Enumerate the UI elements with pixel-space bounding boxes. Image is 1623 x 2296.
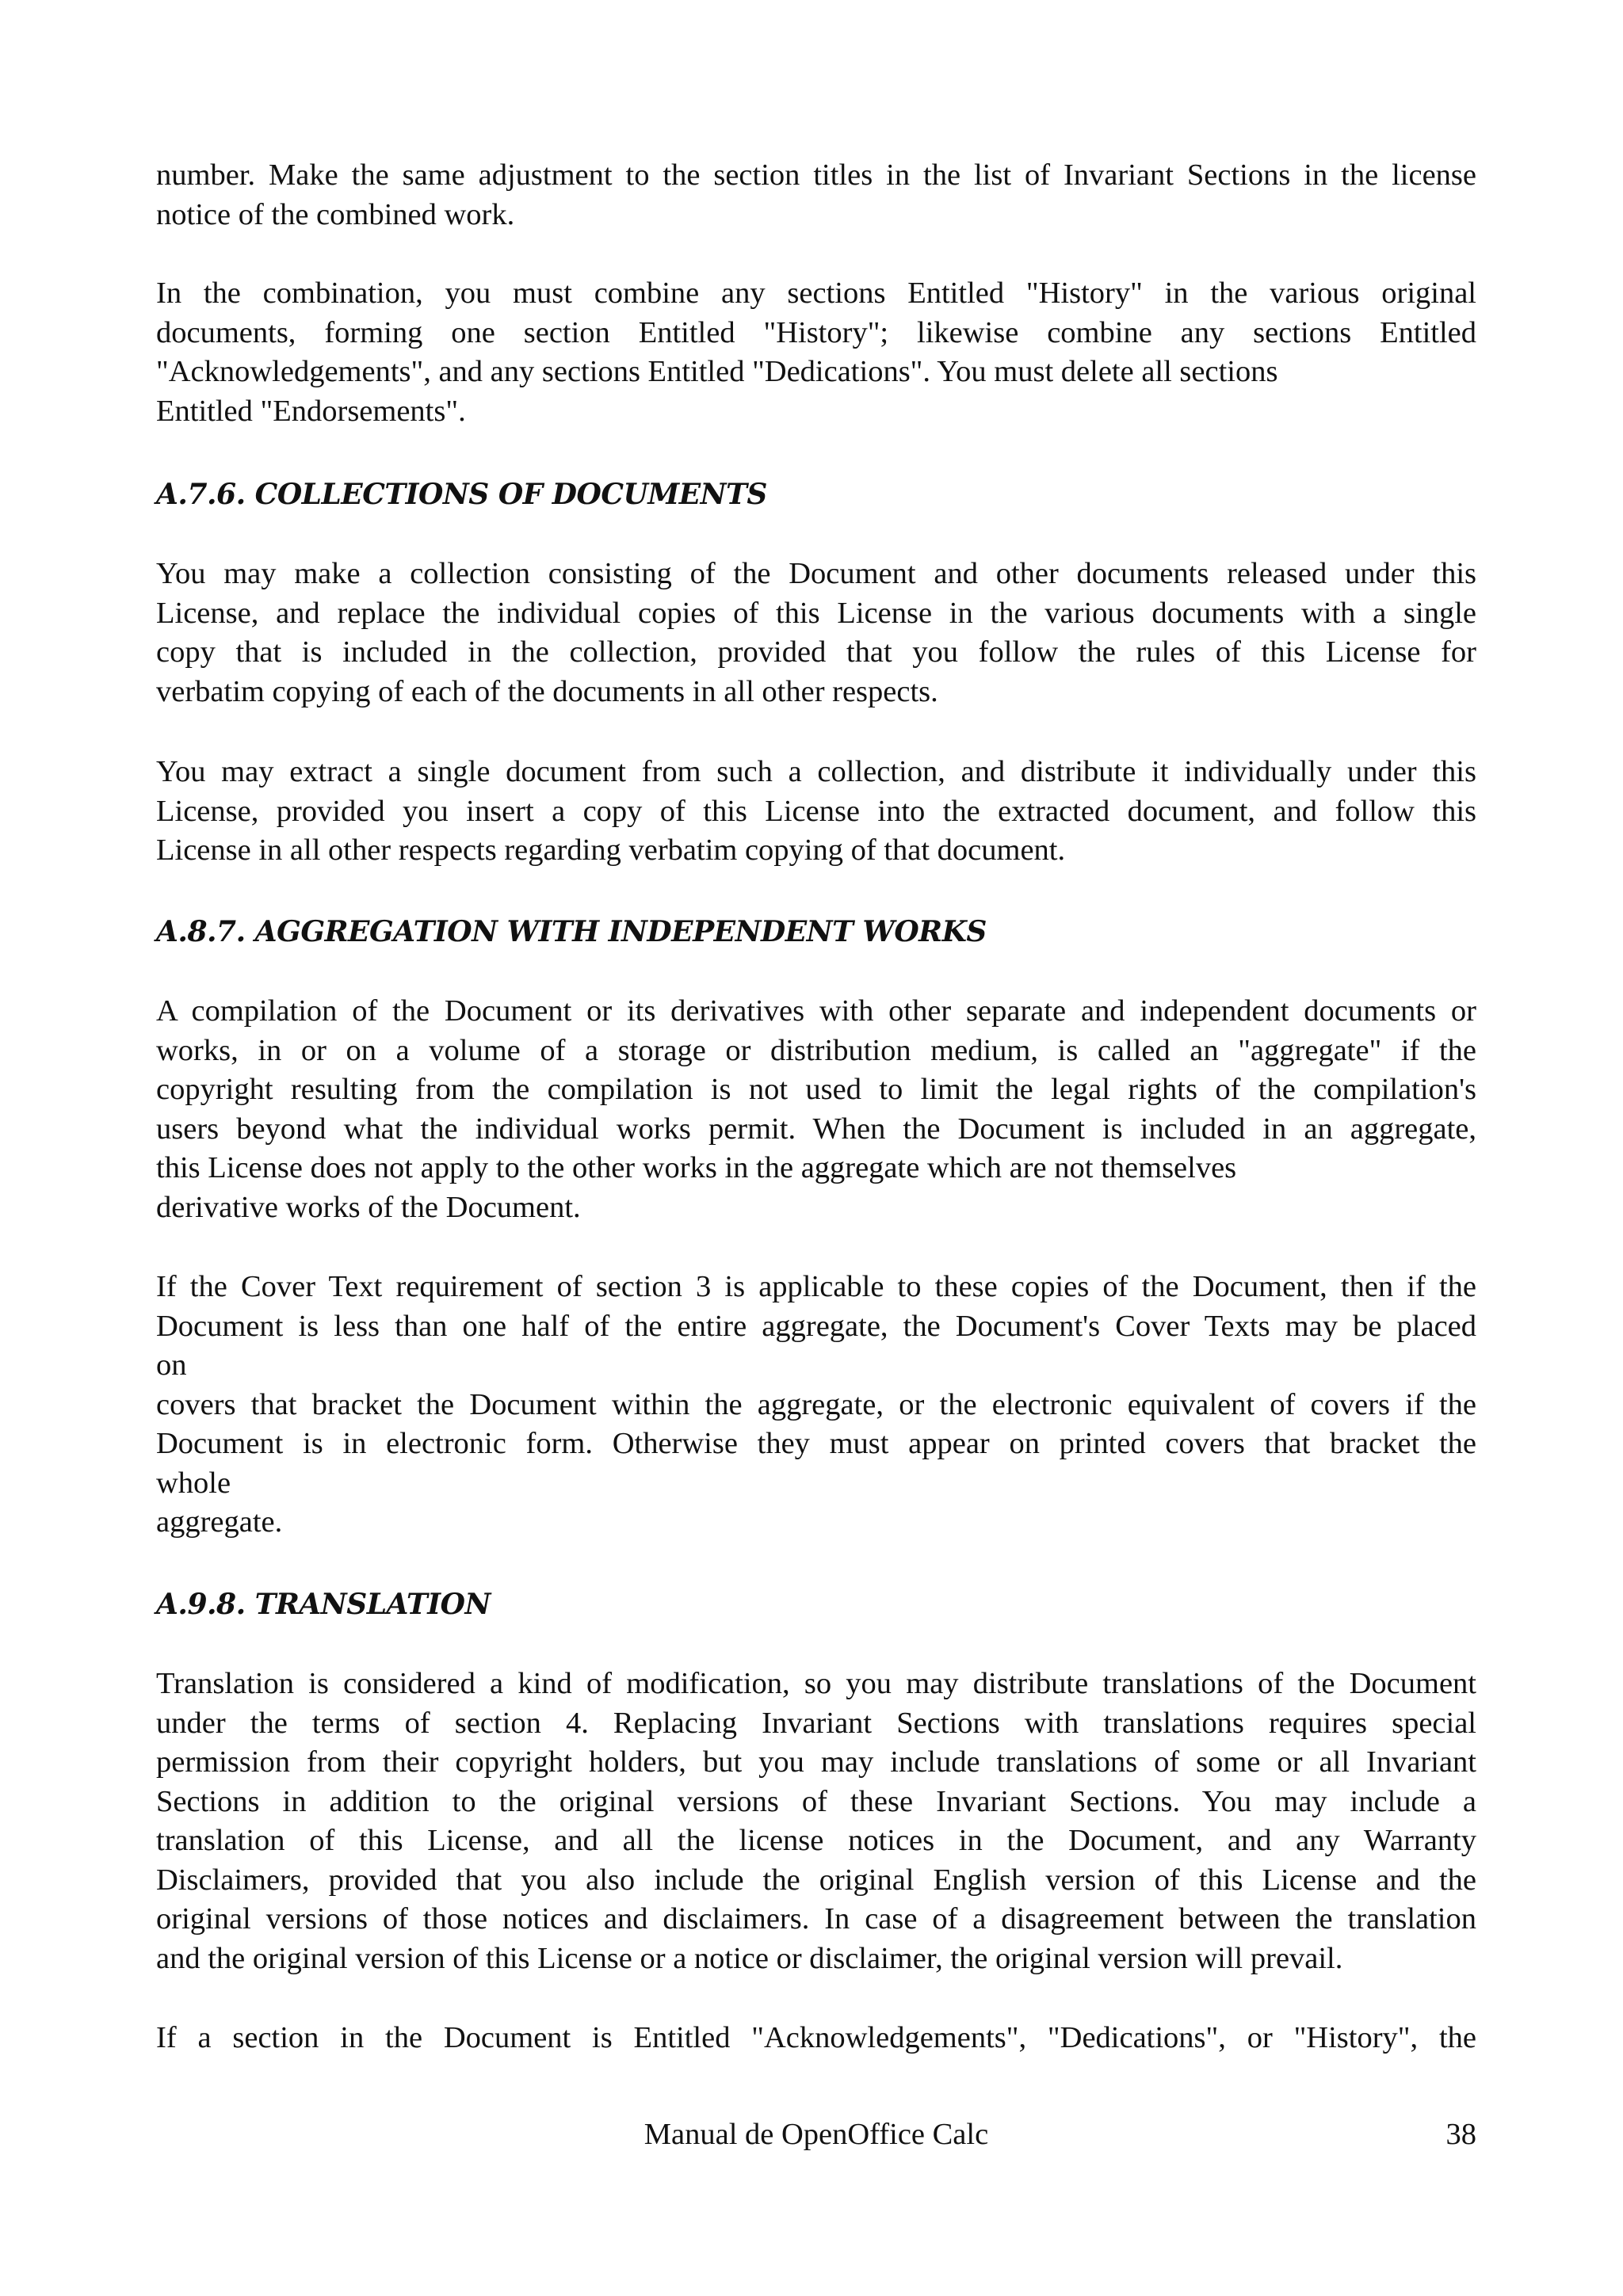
section-heading-aggregation: A.8.7. AGGREGATION WITH INDEPENDENT WORKS bbox=[156, 915, 987, 948]
text-line: original versions of those notices and disclaimers. In case of a disagreement between the translation bbox=[156, 1902, 1476, 1936]
text-line: "Acknowledgements", and any sections Entitled "Dedications". You must delete all sections bbox=[156, 355, 1278, 388]
text-line: Document is in electronic form. Otherwise they must appear on printed covers that bracket the bbox=[156, 1427, 1476, 1460]
footer-page-number: 38 bbox=[1445, 2118, 1476, 2151]
text-line: verbatim copying of each of the documents in all other respects. bbox=[156, 674, 938, 708]
text-line: Disclaimers, provided that you also include the original English version of this License and the bbox=[156, 1863, 1476, 1897]
paragraph-compilation-aggregate bbox=[156, 992, 1476, 1227]
text-line: Sections in addition to the original versions of these Invariant Sections. You may include a bbox=[156, 1784, 1476, 1818]
text-line: You may make a collection consisting of the Document and other documents released under this bbox=[156, 557, 1476, 590]
text-line: whole bbox=[156, 1466, 231, 1500]
paragraph-translation-modification bbox=[156, 1665, 1476, 1978]
text-line: notice of the combined work. bbox=[156, 197, 515, 231]
paragraph-combine-history-sections bbox=[156, 274, 1476, 431]
footer-document-title: Manual de OpenOffice Calc bbox=[643, 2118, 989, 2151]
paragraph-invariant-sections-adjustment bbox=[156, 156, 1476, 235]
paragraph-section-entitled bbox=[156, 2019, 1476, 2058]
text-line: number. Make the same adjustment to the section titles in the list of Invariant Sections in the license bbox=[156, 158, 1476, 192]
text-line: users beyond what the individual works permit. When the Document is included in an aggregate, bbox=[156, 1112, 1476, 1146]
text-line: If the Cover Text requirement of section 3 is applicable to these copies of the Document, then if the bbox=[156, 1270, 1476, 1303]
text-line: under the terms of section 4. Replacing Invariant Sections with translations requires special bbox=[156, 1706, 1476, 1740]
text-line: on bbox=[156, 1348, 187, 1382]
text-line: Document is less than one half of the entire aggregate, the Document's Cover Texts may be placed bbox=[156, 1309, 1476, 1343]
text-line: License, and replace the individual copies of this License in the various documents with a single bbox=[156, 596, 1476, 630]
text-line: works, in or on a volume of a storage or distribution medium, is called an "aggregate" if the bbox=[156, 1033, 1476, 1067]
text-line: translation of this License, and all the license notices in the Document, and any Warranty bbox=[156, 1824, 1476, 1857]
section-heading-translation: A.9.8. TRANSLATION bbox=[156, 1588, 491, 1621]
text-line: License in all other respects regarding verbatim copying of that document. bbox=[156, 833, 1066, 867]
text-line: documents, forming one section Entitled "History"; likewise combine any sections Entitled bbox=[156, 315, 1476, 349]
text-line: permission from their copyright holders, but you may include translations of some or all Invariant bbox=[156, 1745, 1476, 1779]
paragraph-collection-of-documents bbox=[156, 555, 1476, 711]
text-line: License, provided you insert a copy of this License into the extracted document, and follow this bbox=[156, 794, 1476, 828]
text-line: covers that bracket the Document within the aggregate, or the electronic equivalent of covers if the bbox=[156, 1387, 1476, 1421]
text-line: this License does not apply to the other works in the aggregate which are not themselves bbox=[156, 1151, 1237, 1184]
text-line: derivative works of the Document. bbox=[156, 1190, 581, 1224]
text-line: You may extract a single document from such a collection, and distribute it individually under this bbox=[156, 755, 1476, 788]
text-line: A compilation of the Document or its derivatives with other separate and independent documents or bbox=[156, 994, 1476, 1028]
text-line: copyright resulting from the compilation is not used to limit the legal rights of the compilation's bbox=[156, 1073, 1476, 1106]
text-line: Translation is considered a kind of modification, so you may distribute translations of the Document bbox=[156, 1667, 1476, 1700]
section-heading-collections: A.7.6. COLLECTIONS OF DOCUMENTS bbox=[156, 478, 767, 511]
text-line: aggregate. bbox=[156, 1505, 283, 1539]
text-line: In the combination, you must combine any sections Entitled "History" in the various original bbox=[156, 277, 1476, 310]
text-line: If a section in the Document is Entitled "Acknowledgements", "Dedications", or "History", the bbox=[156, 2021, 1476, 2054]
text-line: Entitled "Endorsements". bbox=[156, 394, 466, 428]
paragraph-cover-text-requirement bbox=[156, 1268, 1476, 1543]
text-line: copy that is included in the collection, provided that you follow the rules of this License for bbox=[156, 635, 1476, 669]
paragraph-extract-single-document bbox=[156, 753, 1476, 871]
text-line: and the original version of this License or a notice or disclaimer, the original version will prevail. bbox=[156, 1941, 1343, 1975]
